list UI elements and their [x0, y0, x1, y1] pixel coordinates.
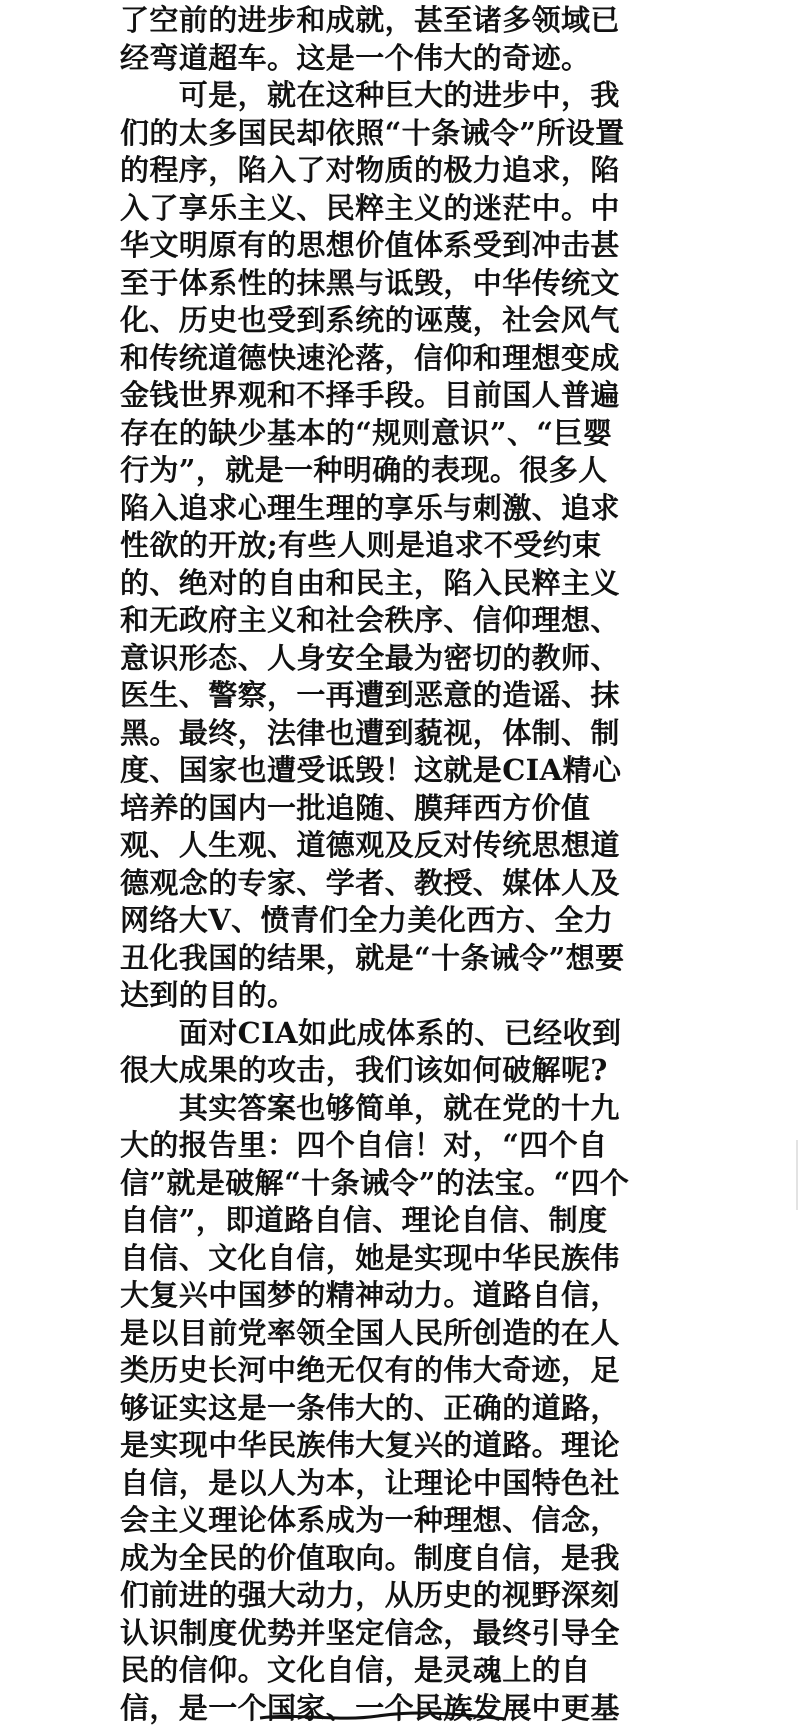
text-line: 行为”，就是一种明确的表现。很多人 [120, 453, 608, 487]
text-line: 和传统道德快速沦落，信仰和理想变成 [120, 340, 620, 375]
text-line: 够证实这是一条伟大的、正确的道路， [120, 1390, 620, 1425]
text-line: 度、国家也遭受诋毁！这就是CIA精心 [120, 753, 622, 787]
text-line: 们前进的强大动力，从历史的视野深刻 [120, 1578, 620, 1612]
text-line: 成为全民的价值取向。制度自信，是我 [120, 1540, 620, 1575]
text-line: 入了享乐主义、民粹主义的迷茫中。中 [120, 190, 620, 225]
text-line: 可是，就在这种巨大的进步中，我 [120, 78, 620, 112]
scrollbar-hint [796, 1140, 798, 1210]
text-line: 经弯道超车。这是一个伟大的奇迹。 [120, 40, 591, 75]
text-line: 性欲的开放;有些人则是追求不受约束 [120, 528, 602, 562]
text-line: 是以目前党率领全国人民所创造的在人 [120, 1315, 620, 1350]
text-line: 面对CIA如此成体系的、已经收到 [120, 1015, 622, 1050]
text-line: 自信，是以人为本，让理论中国特色社 [120, 1465, 620, 1500]
body-text [120, 2, 680, 1727]
text-line: 了空前的进步和成就，甚至诸多领域已 [120, 3, 620, 37]
text-line: 信，是一个国家、一个民族发展中更基 [120, 1690, 620, 1725]
text-line: 自信”，即道路自信、理论自信、制度 [120, 1203, 608, 1237]
text-line: 的、绝对的自由和民主，陷入民粹主义 [120, 565, 620, 600]
text-line: 信”就是破解“十条诫令”的法宝。“四个 [120, 1165, 630, 1200]
text-line: 是实现中华民族伟大复兴的道路。理论 [120, 1428, 620, 1462]
text-line: 意识形态、人身安全最为密切的教师、 [120, 640, 620, 675]
text-line: 黑。最终，法律也遭到藐视，体制、制 [120, 715, 620, 750]
text-line: 存在的缺少基本的“规则意识”、“巨婴 [120, 415, 613, 450]
text-line: 类历史长河中绝无仅有的伟大奇迹，足 [120, 1353, 620, 1387]
text-line: 大复兴中国梦的精神动力。道路自信， [120, 1278, 620, 1312]
text-line: 的程序，陷入了对物质的极力追求，陷 [120, 153, 620, 187]
text-line: 丑化我国的结果，就是“十条诫令”想要 [120, 940, 625, 975]
text-line: 达到的目的。 [120, 978, 297, 1012]
text-line: 和无政府主义和社会秩序、信仰理想、 [120, 603, 620, 637]
text-line: 很大成果的攻击，我们该如何破解呢? [120, 1053, 608, 1087]
text-line: 自信、文化自信，她是实现中华民族伟 [120, 1240, 620, 1275]
scribble-mark [258, 1710, 508, 1724]
text-line: 民的信仰。文化自信，是灵魂上的自 [120, 1653, 591, 1687]
text-line: 大的报告里：四个自信！对，“四个自 [120, 1128, 608, 1162]
text-line: 化、历史也受到系统的诬蔑，社会风气 [120, 303, 620, 337]
text-line: 陷入追求心理生理的享乐与刺激、追求 [120, 490, 620, 525]
text-line: 其实答案也够简单，就在党的十九 [120, 1090, 620, 1125]
text-line: 认识制度优势并坚定信念，最终引导全 [120, 1615, 620, 1650]
text-line: 观、人生观、道德观及反对传统思想道 [120, 828, 620, 862]
text-line: 金钱世界观和不择手段。目前国人普遍 [120, 378, 620, 412]
text-line: 培养的国内一批追随、膜拜西方价值 [120, 790, 591, 825]
text-line: 网络大V、愤青们全力美化西方、全力 [120, 903, 614, 937]
text-line: 德观念的专家、学者、教授、媒体人及 [120, 865, 620, 900]
text-line: 医生、警察，一再遭到恶意的造谣、抹 [120, 678, 620, 712]
text-line: 们的太多国民却依照“十条诫令”所设置 [120, 115, 625, 150]
text-line: 会主义理论体系成为一种理想、信念， [120, 1503, 620, 1537]
text-line: 华文明原有的思想价值体系受到冲击甚 [120, 228, 620, 262]
text-line: 至于体系性的抹黑与诋毁，中华传统文 [120, 265, 620, 300]
